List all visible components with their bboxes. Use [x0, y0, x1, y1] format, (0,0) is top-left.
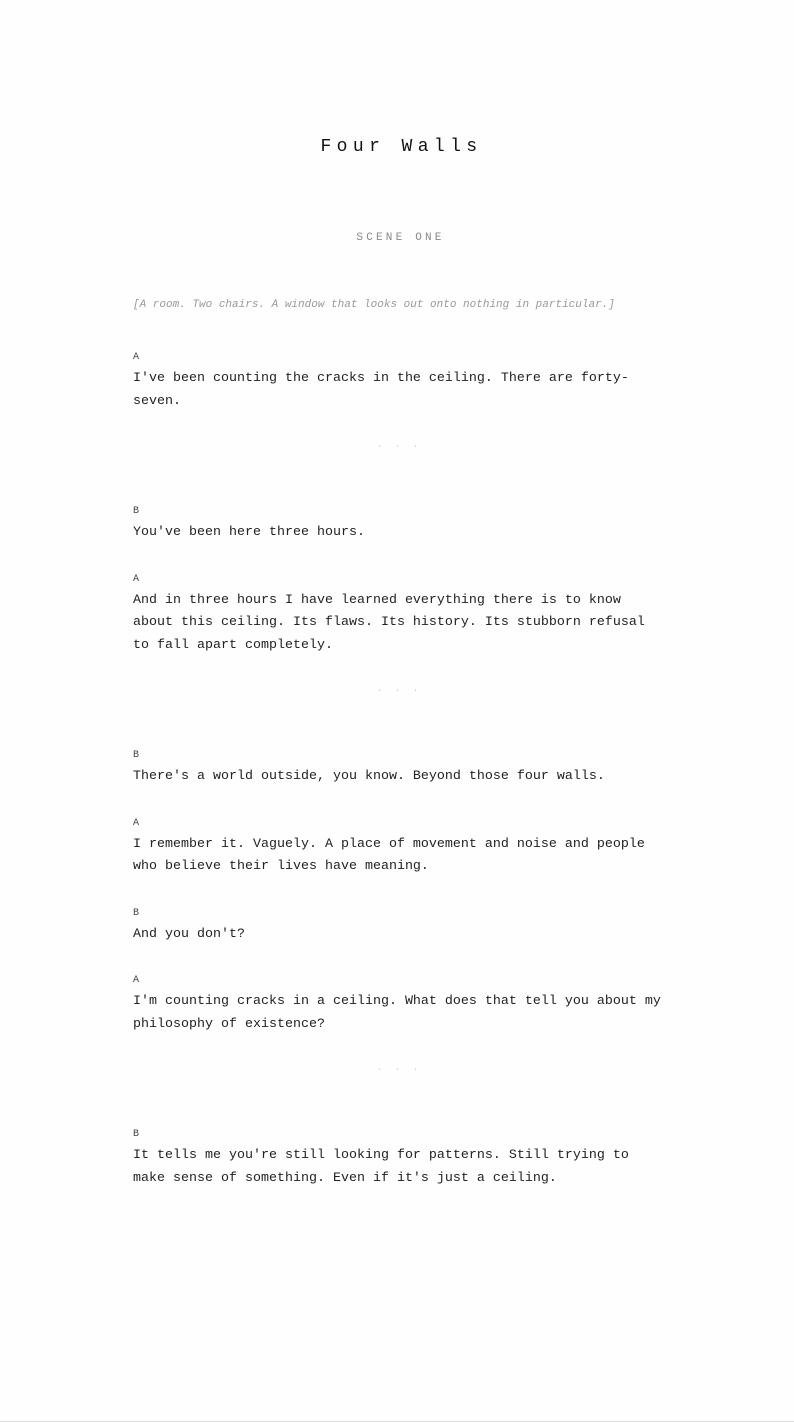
dialogue-line: I've been counting the cracks in the ceiling. There are forty-seven.: [133, 371, 629, 409]
pause-marker: · · ·: [376, 1065, 422, 1076]
scene-heading: SCENE ONE: [356, 232, 445, 244]
speaker-name: B: [133, 1129, 140, 1140]
speech-block: [133, 974, 665, 1036]
dialogue-line: There's a world outside, you know. Beyond those four walls.: [133, 769, 605, 784]
speaker-name: B: [133, 750, 140, 761]
dialogue-line: And you don't?: [133, 926, 245, 942]
speech-block: [133, 817, 665, 879]
play-title: Four Walls: [320, 137, 483, 157]
dialogue-line: I remember it. Vaguely. A place of movement and noise and people who believe their lives have meaning.: [133, 836, 645, 874]
speaker-name: B: [133, 907, 140, 919]
speech-block: [133, 505, 665, 545]
speech-block: [133, 907, 665, 947]
dialogue-line: I'm counting cracks in a ceiling. What does that tell you about my philosophy of existence?: [133, 994, 661, 1032]
pause-marker: · · ·: [376, 686, 422, 697]
speech-block: [133, 573, 665, 658]
speech-block: [133, 749, 665, 789]
stage-direction: [A room. Two chairs. A window that looks out onto nothing in particular.]: [133, 299, 615, 311]
speaker-name: A: [133, 352, 140, 363]
speaker-name: A: [133, 573, 140, 585]
speaker-name: A: [133, 975, 140, 986]
speech-block: [133, 1128, 665, 1190]
speech-block: [133, 351, 665, 413]
dialogue: [133, 351, 665, 1190]
script-page: [133, 135, 665, 1218]
dialogue-line: And in three hours I have learned everything there is to know about this ceiling. Its flaws. Its history. Its stubborn refusal to fall apart completely.: [133, 592, 645, 653]
pause-marker: · · ·: [376, 442, 422, 453]
speaker-name: B: [133, 506, 140, 517]
dialogue-line: It tells me you're still looking for patterns. Still trying to make sense of something. Even if it's just a ceiling.: [133, 1148, 629, 1186]
speaker-name: A: [133, 817, 140, 829]
dialogue-line: You've been here three hours.: [133, 525, 365, 540]
